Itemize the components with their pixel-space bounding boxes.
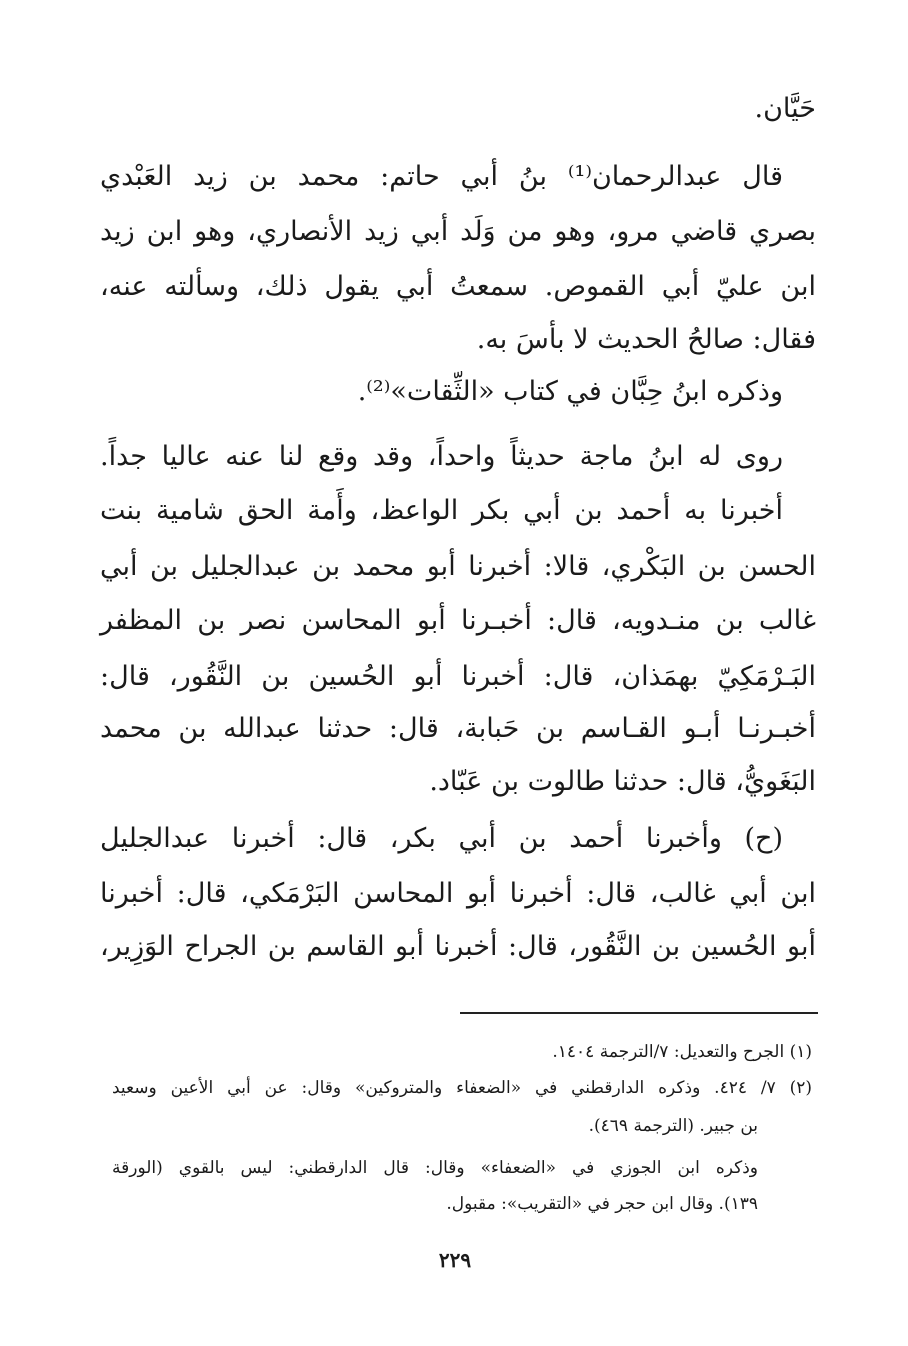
body-line-11: البَـرْمَكِيّ بهمَذان، قال: أخبرنا أبو الحُسين بن النَّقُور، قال: (100, 661, 816, 692)
footnote-2-line-2: بن جبير. (الترجمة ٤٦٩). (588, 1116, 758, 1136)
footnote-divider (460, 1012, 818, 1014)
body-line-16: أبو الحُسين بن النَّقُور، قال: أخبرنا أبو القاسم بن الجراح الوَزِير، (100, 931, 816, 962)
page-number: ٢٢٩ (438, 1248, 472, 1272)
body-line-9: الحسن بن البَكْري، قالا: أخبرنا أبو محمد بن عبدالجليل بن أبي (100, 551, 816, 582)
footnote-1: (١) الجرح والتعديل: ٧/الترجمة ١٤٠٤. (552, 1042, 812, 1062)
body-line-5: فقال: صالحُ الحديث لا بأسَ به. (476, 324, 816, 355)
footnote-2-line-1: (٢) ٧/ ٤٢٤. وذكره الدارقطني في «الضعفاء والمتروكين» وقال: عن أبي الأعين وسعيد (112, 1078, 812, 1098)
body-line-8: أخبرنا به أحمد بن أبي بكر الواعظ، وأَمة الحق شامية بنت (100, 495, 783, 526)
body-line-4: ابن عليّ أبي القموص. سمعتُ أبي يقول ذلك، وسألته عنه، (100, 271, 816, 302)
footnote-2-line-3: وذكره ابن الجوزي في «الضعفاء» وقال: قال الدارقطني: ليس بالقوي (الورقة (112, 1158, 758, 1178)
body-line-3: بصري قاضي مرو، وهو من وَلَد أبي زيد الأنصاري، وهو ابن زيد (100, 216, 816, 247)
body-line-1: حَيَّان. (754, 93, 816, 124)
body-line-6: وذكره ابنُ حِبَّان في كتاب «الثِّقات»⁽²⁾. (357, 376, 783, 407)
body-line-14: (ح) وأخبرنا أحمد بن أبي بكر، قال: أخبرنا عبدالجليل (100, 823, 783, 854)
body-line-12: أخبـرنـا أبـو القـاسم بن حَبابة، قال: حدثنا عبدالله بن محمد (100, 713, 816, 744)
footnote-2-line-4: ١٣٩). وقال ابن حجر في «التقريب»: مقبول. (446, 1194, 758, 1214)
body-line-7: روى له ابنُ ماجة حديثاً واحداً، وقد وقع لنا عنه عاليا جداً. (100, 441, 783, 472)
body-line-13: البَغَويُّ، قال: حدثنا طالوت بن عَبّاد. (429, 766, 816, 797)
body-line-15: ابن أبي غالب، قال: أخبرنا أبو المحاسن البَرْمَكي، قال: أخبرنا (100, 878, 816, 909)
body-line-2: قال عبدالرحمان⁽¹⁾ بنُ أبي حاتم: محمد بن زيد العَبْدي (100, 161, 784, 192)
body-line-10: غالب بن منـدويه، قال: أخبـرنا أبو المحاسن نصر بن المظفر (100, 605, 816, 636)
